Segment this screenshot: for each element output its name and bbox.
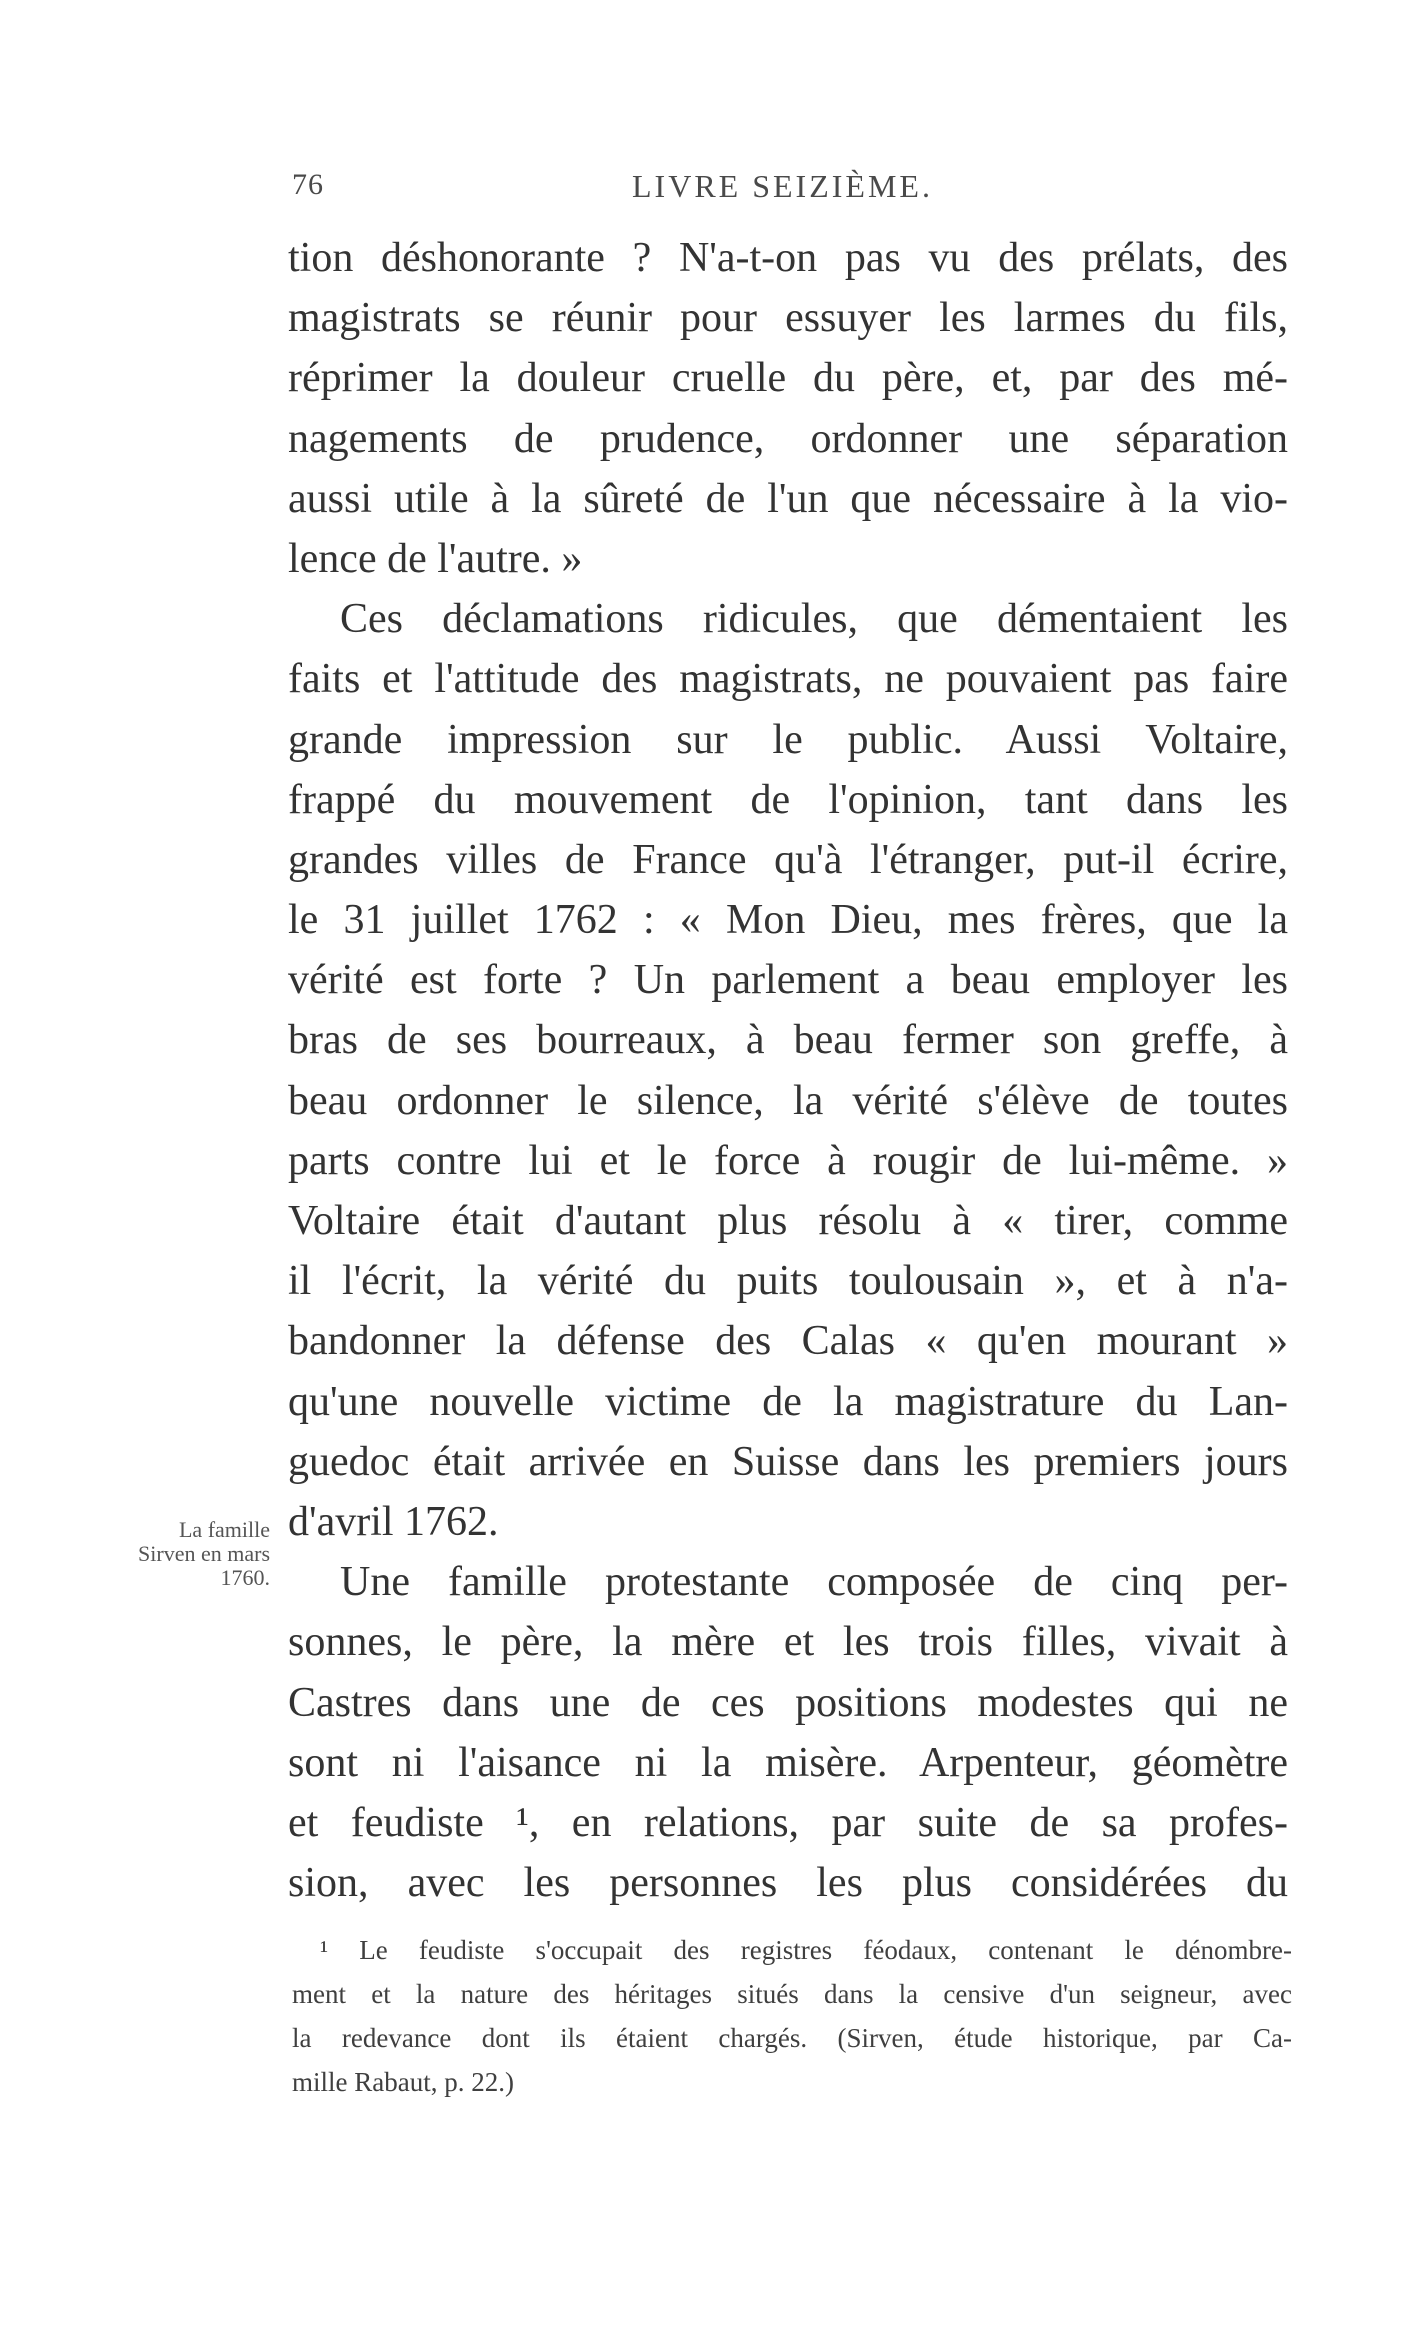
body-line: Ces déclamations ridicules, que démentaient les: [340, 596, 1288, 643]
body-line: aussi utile à la sûreté de l'un que nécessaire à la vio-: [288, 475, 1288, 522]
body-line: bandonner la défense des Calas « qu'en mourant »: [288, 1318, 1288, 1365]
body-line: grande impression sur le public. Aussi Voltaire,: [288, 716, 1288, 763]
page-number: 76: [292, 168, 324, 201]
body-line: bras de ses bourreaux, à beau fermer son greffe, à: [288, 1017, 1288, 1064]
body-line: il l'écrit, la vérité du puits toulousain », et à n'a-: [288, 1258, 1288, 1305]
margin-note-line: Sirven en mars: [138, 1541, 270, 1566]
margin-note-line: La famille: [178, 1517, 270, 1542]
margin-note-year: 1760.: [220, 1565, 270, 1590]
margin-note: [70, 1518, 270, 1590]
body-line: magistrats se réunir pour essuyer les larmes du fils,: [288, 295, 1288, 342]
body-line: frappé du mouvement de l'opinion, tant dans les: [288, 776, 1288, 823]
body-text: [288, 228, 1288, 1913]
footnote-line: ¹ Le feudiste s'occupait des registres féodaux, contenant le dénombre-: [320, 1935, 1292, 1965]
running-title: LIVRE SEIZIÈME.: [632, 168, 933, 204]
body-line: faits et l'attitude des magistrats, ne pouvaient pas faire: [288, 656, 1288, 703]
body-line: grandes villes de France qu'à l'étranger, put-il écrire,: [288, 836, 1288, 883]
body-line: et feudiste ¹, en relations, par suite de sa profes-: [288, 1799, 1288, 1846]
page-header: [292, 168, 1292, 218]
body-line: Castres dans une de ces positions modestes qui ne: [288, 1679, 1288, 1726]
footnote-line: mille Rabaut, p. 22.): [292, 2067, 514, 2097]
body-line: guedoc était arrivée en Suisse dans les premiers jours: [288, 1438, 1288, 1485]
body-line: d'avril 1762.: [288, 1498, 499, 1545]
body-line: lence de l'autre. »: [288, 535, 583, 582]
footnote-line: la redevance dont ils étaient chargés. (Sirven, étude historique, par Ca-: [292, 2023, 1292, 2053]
body-line: beau ordonner le silence, la vérité s'élève de toutes: [288, 1077, 1288, 1124]
body-line: sonnes, le père, la mère et les trois filles, vivait à: [288, 1619, 1288, 1666]
footnotes: [292, 1928, 1292, 2104]
body-line: parts contre lui et le force à rougir de lui-même. »: [288, 1137, 1288, 1184]
footnote-line: ment et la nature des héritages situés dans la censive d'un seigneur, avec: [292, 1979, 1292, 2009]
body-line: réprimer la douleur cruelle du père, et, par des mé-: [288, 355, 1288, 402]
body-line: Une famille protestante composée de cinq per-: [340, 1559, 1288, 1606]
body-line: le 31 juillet 1762 : « Mon Dieu, mes frères, que la: [288, 897, 1288, 944]
body-line: vérité est forte ? Un parlement a beau employer les: [288, 957, 1288, 1004]
body-line: Voltaire était d'autant plus résolu à « tirer, comme: [288, 1198, 1288, 1244]
body-line: nagements de prudence, ordonner une séparation: [288, 415, 1288, 462]
body-line: sion, avec les personnes les plus considérées du: [288, 1860, 1288, 1907]
body-line: qu'une nouvelle victime de la magistrature du Lan-: [288, 1378, 1288, 1425]
body-line: tion déshonorante ? N'a-t-on pas vu des prélats, des: [288, 235, 1288, 281]
body-line: sont ni l'aisance ni la misère. Arpenteur, géomètre: [288, 1739, 1288, 1786]
